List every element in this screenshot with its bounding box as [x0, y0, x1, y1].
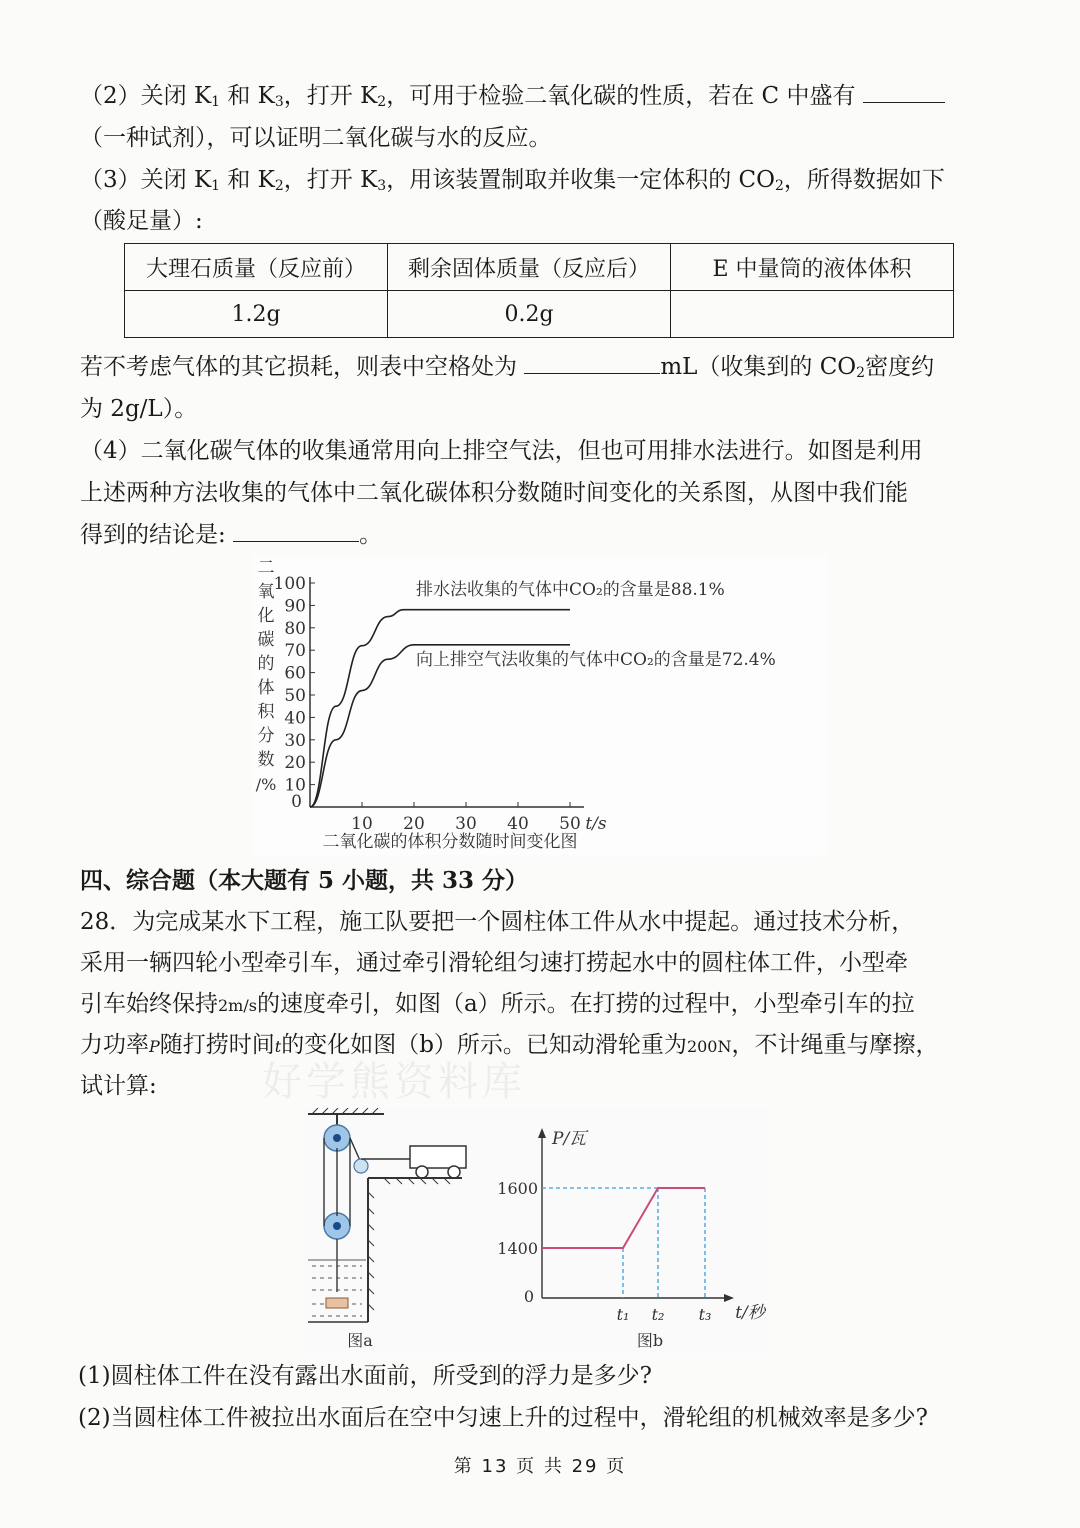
y-axis-label-char: 碳: [257, 630, 275, 650]
y-axis-label-char: 数: [257, 750, 275, 770]
y-axis-label-char: 分: [257, 726, 275, 746]
table-cell: 1.2g: [125, 291, 388, 338]
x-tick-label: 40: [507, 814, 529, 834]
y-axis-label-char: 体: [257, 678, 275, 698]
series-annotation: 向上排空气法收集的气体中CO₂的含量是72.4%: [416, 650, 776, 670]
y-tick-label: 10: [284, 775, 306, 796]
q28-line5: 试计算:: [80, 1073, 157, 1099]
watermark: 好学熊资料库: [262, 1059, 526, 1105]
answer-blank[interactable]: [863, 80, 945, 103]
q27-part2-line1: （2）关闭 $K_1$ 和 $K_3$，打开 $K_2$，可用于检验二氧化碳的性质，若在 C 中盛有: [80, 78, 945, 120]
x-tick-label: 50: [559, 814, 581, 834]
y-tick-label: 90: [284, 596, 306, 617]
q28-line1: 28．为完成某水下工程，施工队要把一个圆柱体工件从水中提起。通过技术分析，: [80, 909, 915, 935]
q28-line3: 引车始终保持2m/s的速度牵引，如图（a）所示。在打捞的过程中，小型牵引车的拉: [80, 991, 915, 1017]
y-axis-label-char: 氧: [257, 582, 275, 602]
y-tick-label: 40: [284, 708, 306, 729]
y-tick-label: 50: [284, 686, 306, 706]
q27-part3-line4: 为 2g/L）。: [80, 396, 198, 422]
y-tick-label: 20: [284, 753, 306, 774]
figure-b-caption: 图b: [636, 1331, 664, 1350]
y-tick-label: 60: [284, 663, 306, 684]
table-header: 剩余固体质量（反应后）: [388, 244, 671, 291]
x-tick-label: t₃: [698, 1305, 712, 1324]
x-tick-label: 10: [351, 814, 373, 834]
q28-line2: 采用一辆四轮小型牵引车，通过牵引滑轮组匀速打捞起水中的圆柱体工件，小型牵: [80, 950, 908, 976]
table-header: 大理石质量（反应前）: [125, 244, 388, 291]
y-axis-label-char: 积: [257, 702, 275, 722]
series-annotation: 排水法收集的气体中CO₂的含量是88.1%: [416, 580, 725, 600]
table-header-row: [125, 244, 954, 291]
x-axis-label: t/s: [585, 814, 607, 834]
answer-blank[interactable]: [233, 519, 359, 542]
y-tick-label: 80: [284, 618, 306, 639]
y-axis-label-char: 二: [257, 558, 275, 578]
y-axis-label-char: 的: [257, 654, 275, 674]
chart-caption: 二氧化碳的体积分数随时间变化图: [322, 832, 578, 852]
power-time-chart: [494, 1108, 774, 1352]
data-table: [124, 243, 954, 338]
q28-line4: 力功率P随打捞时间t的变化如图（b）所示。已知动滑轮重为200N，不计绳重与摩擦，: [80, 1032, 939, 1058]
x-tick-label: 30: [455, 814, 477, 834]
y-tick-label: 1400: [497, 1239, 538, 1258]
q27-part2-line2: （一种试剂），可以证明二氧化碳与水的反应。: [80, 125, 552, 151]
pulley-diagram: [304, 1108, 510, 1352]
answer-blank[interactable]: [524, 351, 660, 374]
y-tick-label: 100: [273, 574, 306, 594]
origin-label: 0: [291, 792, 302, 812]
x-axis-label: t/秒: [735, 1303, 765, 1323]
q28-sub2: (2)当圆柱体工件被拉出水面后在空中匀速上升的过程中，滑轮组的机械效率是多少?: [78, 1405, 928, 1431]
x-tick-label: t₂: [651, 1305, 665, 1324]
y-tick-label: 1600: [497, 1179, 538, 1198]
figure-a-caption: 图a: [347, 1331, 373, 1350]
table-cell-blank[interactable]: [671, 291, 954, 338]
y-axis-unit: /%: [255, 775, 277, 794]
q27-part3-line2: （酸足量）:: [80, 208, 203, 234]
table-row: [125, 291, 954, 338]
q27-part4-line3: 得到的结论是: 。: [80, 517, 382, 553]
y-tick-label: 30: [284, 730, 306, 751]
y-tick-label: 70: [284, 641, 306, 662]
co2-volume-chart: [252, 555, 828, 855]
origin-label: 0: [523, 1287, 534, 1306]
page-number: 第 13 页 共 29 页: [453, 1456, 627, 1477]
y-axis-label-char: 化: [257, 606, 275, 626]
q27-part4-line1: （4）二氧化碳气体的收集通常用向上排空气法，但也可用排水法进行。如图是利用: [80, 438, 923, 464]
x-tick-label: t₁: [616, 1305, 630, 1324]
q27-part3-line3: 若不考虑气体的其它损耗，则表中空格处为 mL（收集到的 $CO_2$密度约: [80, 349, 934, 391]
y-axis-label: P/瓦: [552, 1129, 587, 1149]
table-cell: 0.2g: [388, 291, 671, 338]
q28-sub1: (1)圆柱体工件在没有露出水面前，所受到的浮力是多少?: [78, 1363, 652, 1389]
section-title: 四、综合题（本大题有 5 小题，共 33 分）: [80, 867, 529, 894]
x-tick-label: 20: [403, 814, 425, 834]
q27-part3-line1: （3）关闭 $K_1$ 和 $K_2$，打开 $K_3$，用该装置制取并收集一定体积的 $CO_2$，所得数据如下: [80, 167, 945, 194]
table-header: E 中量筒的液体体积: [671, 244, 954, 291]
q27-part4-line2: 上述两种方法收集的气体中二氧化碳体积分数随时间变化的关系图，从图中我们能: [80, 480, 908, 506]
